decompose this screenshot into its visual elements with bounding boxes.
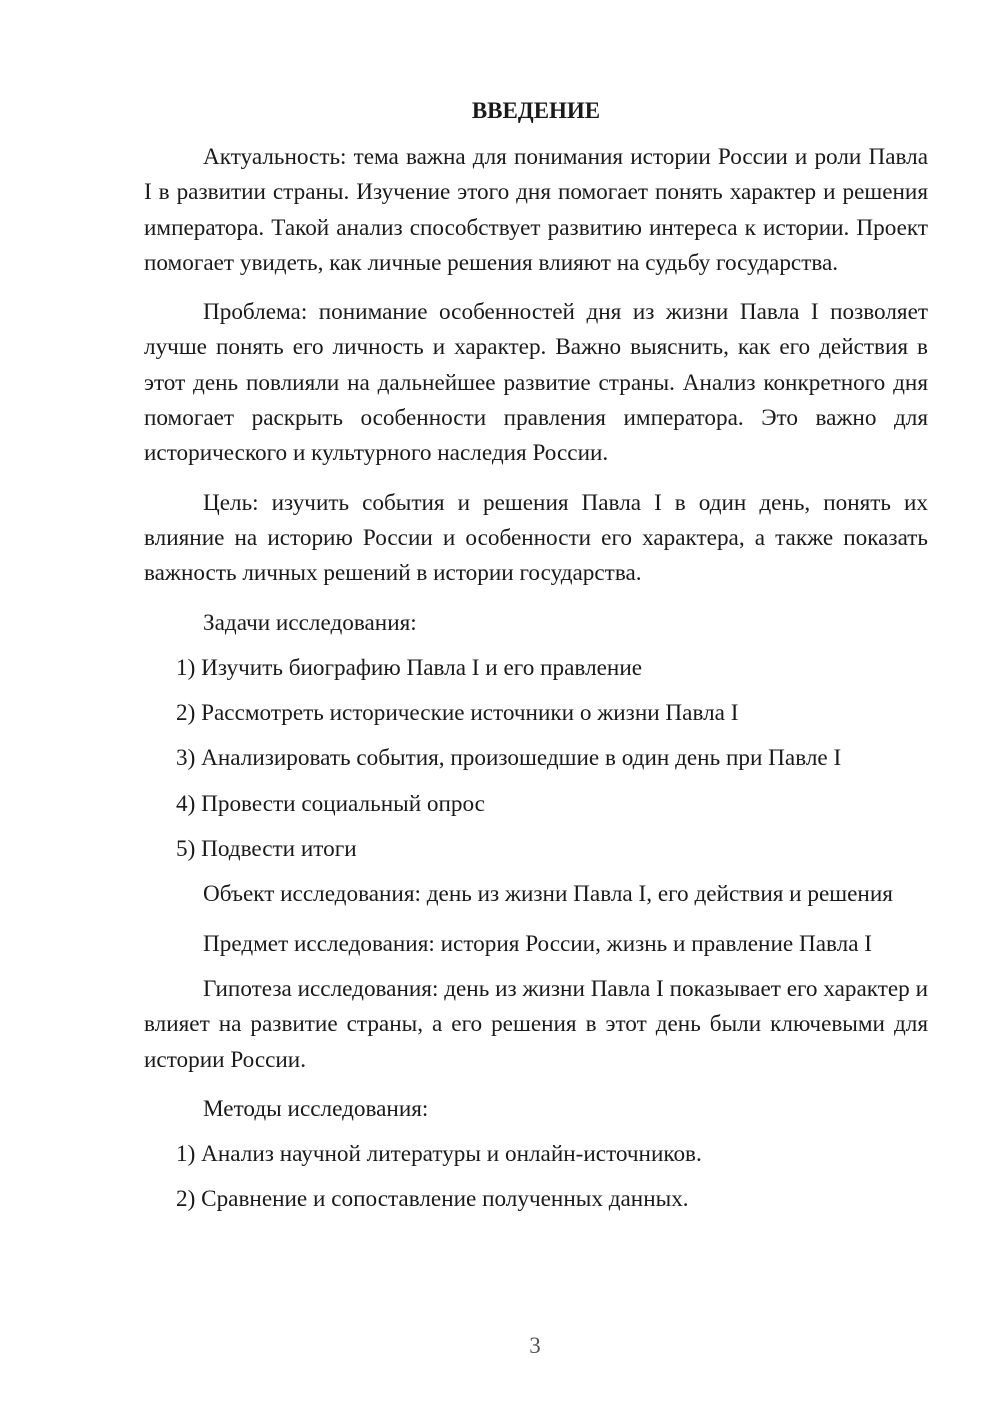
list-item: 4) Провести социальный опрос: [176, 790, 485, 817]
hypothesis-paragraph: Гипотеза исследования: день из жизни Павла I показывает его характер и влияет на развитие страны, а его решения в этот день были ключевыми для истории России.: [144, 975, 928, 1073]
list-item: 5) Подвести итоги: [176, 836, 357, 863]
relevance-paragraph: Актуальность: тема важна для понимания истории России и роли Павла I в развитии страны. Изучение этого дня помогает понять характер и решения императора. Такой анализ способствует развитию интереса к истории. Проект помогает увидеть, как личные решения влияют на судьбу государства.: [144, 144, 928, 276]
list-item: 3) Анализировать события, произошедшие в один день при Павле I: [176, 745, 842, 772]
tasks-heading: Задачи исследования:: [203, 609, 417, 636]
object-paragraph: Объект исследования: день из жизни Павла I, его действия и решения: [203, 881, 893, 908]
goal-paragraph: Цель: изучить события и решения Павла I в один день, понять их влияние на историю России и особенности его характера, а также показать важность личных решений в истории государства.: [144, 489, 928, 587]
problem-paragraph: Проблема: понимание особенностей дня из жизни Павла I позволяет лучше понять его личность и характер. Важно выяснить, как его действия в этот день повлияли на дальнейшее развитие страны. Анализ конкретного дня помогает раскрыть особенности правления императора. Это важно для исторического и культурного наследия России.: [144, 299, 928, 467]
methods-heading: Методы исследования:: [203, 1095, 429, 1122]
list-item: 2) Сравнение и сопоставление полученных данных.: [176, 1186, 689, 1213]
page-number: 3: [529, 1333, 541, 1358]
subject-paragraph: Предмет исследования: история России, жизнь и правление Павла I: [203, 930, 873, 957]
list-item: 2) Рассмотреть исторические источники о жизни Павла I: [176, 700, 739, 727]
tasks-list: [144, 651, 928, 867]
list-item: 1) Анализ научной литературы и онлайн-источников.: [176, 1141, 702, 1168]
methods-list: [144, 1137, 928, 1218]
section-title: ВВЕДЕНИЕ: [471, 98, 601, 123]
page-body: [144, 93, 928, 1228]
list-item: 1) Изучить биографию Павла I и его правление: [176, 654, 643, 681]
